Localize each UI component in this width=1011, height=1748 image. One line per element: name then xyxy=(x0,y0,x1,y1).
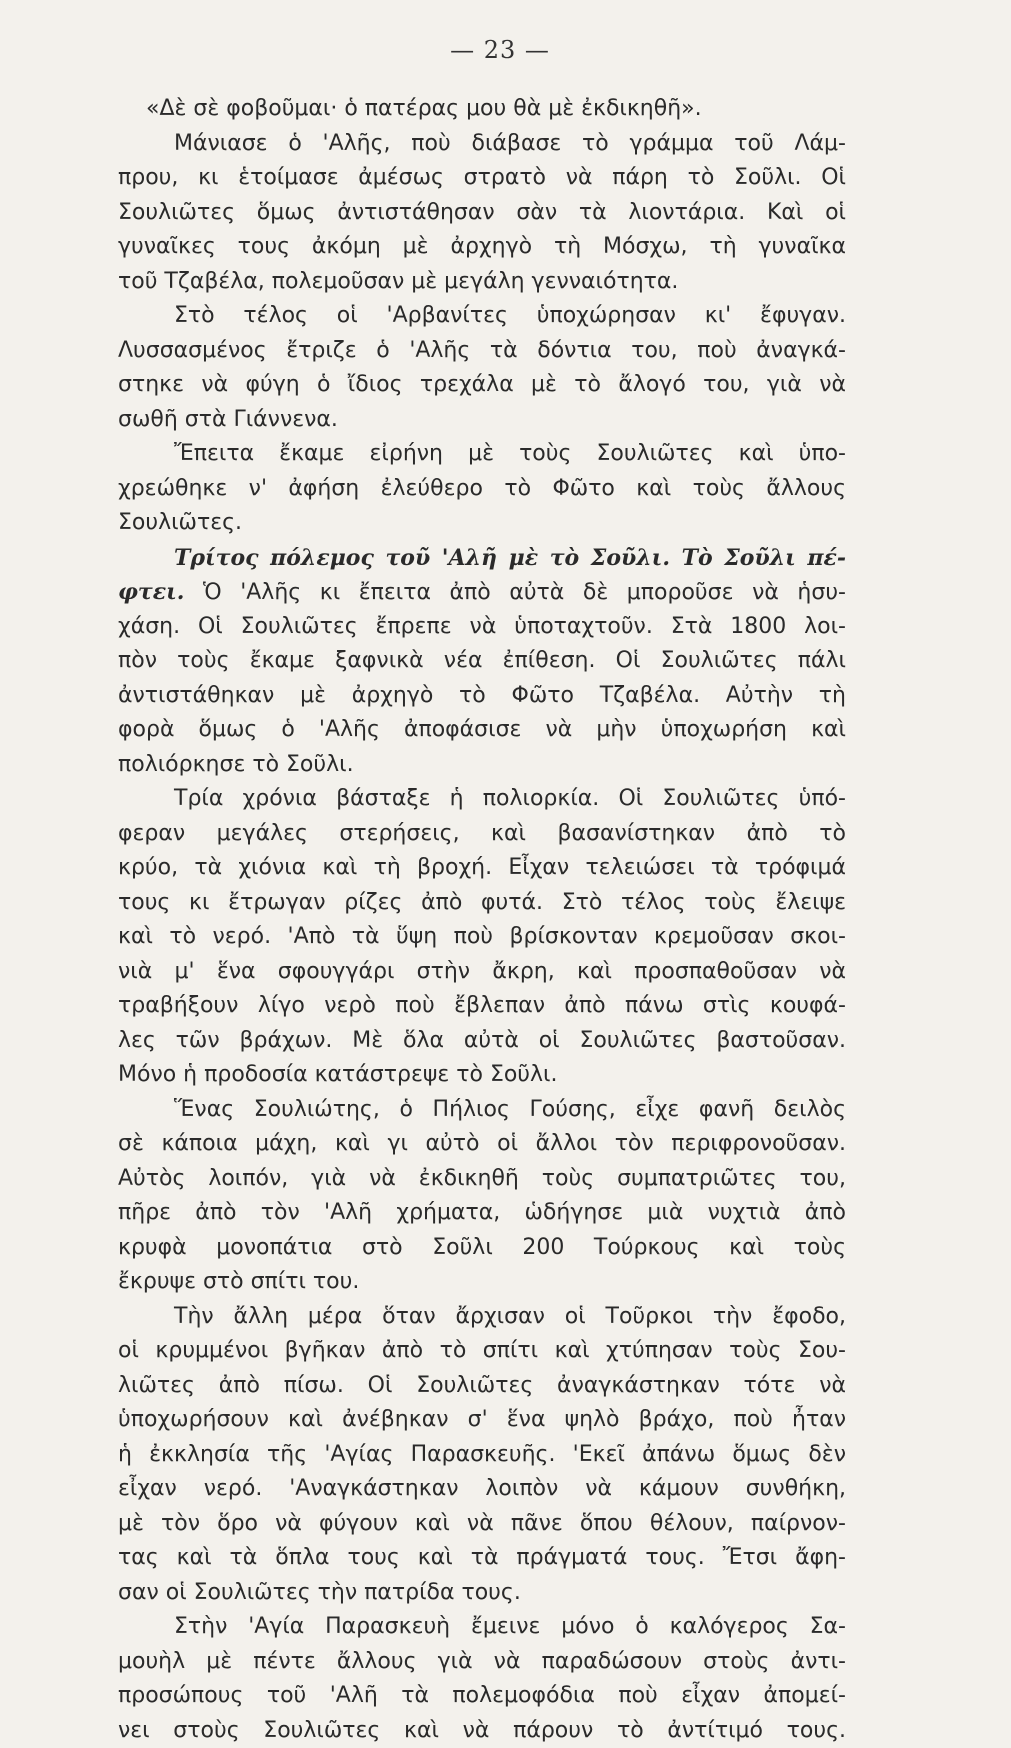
text-run: πὸν τοὺς ἔκαμε ξαφνικὰ νέα ἐπίθεση. Οἱ Σουλιῶτες πάλι xyxy=(118,648,846,673)
text-line xyxy=(118,575,846,610)
text-line xyxy=(118,748,846,783)
text-run: πολιόρκησε τὸ Σοῦλι. xyxy=(118,752,354,777)
text-line xyxy=(118,610,846,645)
text-run: «Δὲ σὲ φοβοῦμαι· ὁ πατέρας μου θὰ μὲ ἐκδικηθῆ». xyxy=(146,96,702,121)
text-run: Μάνιασε ὁ 'Αλῆς, ποὺ διάβασε τὸ γράμμα τοῦ Λάμ- xyxy=(174,131,846,156)
text-line xyxy=(118,1438,846,1473)
text-line xyxy=(118,851,846,886)
text-line xyxy=(118,1576,846,1611)
text-line xyxy=(118,1679,846,1714)
text-run: Λυσσασμένος ἔτριζε ὁ 'Αλῆς τὰ δόντια του, ποὺ ἀναγκά- xyxy=(118,338,846,363)
text-line xyxy=(118,196,846,231)
text-line xyxy=(118,1334,846,1369)
text-run: χρεώθηκε ν' ἀφήση ἐλεύθερο τὸ Φῶτο καὶ τοὺς ἄλλους xyxy=(118,476,846,501)
text-line xyxy=(118,265,846,300)
text-line xyxy=(118,403,846,438)
text-line xyxy=(118,1058,846,1093)
section-heading: φτει. xyxy=(118,579,184,605)
text-run: Τρία χρόνια βάσταξε ἡ πολιορκία. Οἱ Σουλιῶτες ὑπό- xyxy=(174,786,846,811)
text-line xyxy=(118,1610,846,1645)
text-line xyxy=(118,1265,846,1300)
text-line xyxy=(118,782,846,817)
text-line xyxy=(118,1403,846,1438)
text-run: τραβήξουν λίγο νερὸ ποὺ ἔβλεπαν ἀπὸ πάνω στὶς κουφά- xyxy=(118,993,846,1018)
text-run: μὲ τὸν ὅρο νὰ φύγουν καὶ νὰ πᾶνε ὅπου θέλουν, παίρνον- xyxy=(118,1511,846,1536)
text-line xyxy=(118,644,846,679)
text-run: στηκε νὰ φύγη ὁ ἴδιος τρεχάλα μὲ τὸ ἄλογό του, γιὰ νὰ xyxy=(118,372,846,397)
text-run: πρου, κι ἑτοίμασε ἀμέσως στρατὸ νὰ πάρη τὸ Σοῦλι. Οἱ xyxy=(118,165,846,190)
text-line xyxy=(118,127,846,162)
text-run: εἶχαν νερό. 'Αναγκάστηκαν λοιπὸν νὰ κάμουν συνθήκη, xyxy=(118,1476,846,1501)
text-run: τους κι ἔτρωγαν ρίζες ἀπὸ φυτά. Στὸ τέλος τοὺς ἔλειψε xyxy=(118,890,846,915)
text-run: μουὴλ μὲ πέντε ἄλλους γιὰ νὰ παραδώσουν στοὺς ἀντι- xyxy=(118,1649,846,1674)
text-line xyxy=(118,1300,846,1335)
page-number: — 23 — xyxy=(0,36,1000,64)
text-run: σωθῆ στὰ Γιάννενα. xyxy=(118,407,338,432)
text-run: ἡ ἐκκλησία τῆς 'Αγίας Παρασκευῆς. 'Εκεῖ ἀπάνω ὅμως δὲν xyxy=(118,1442,846,1467)
text-run: φορὰ ὅμως ὁ 'Αλῆς ἀποφάσισε νὰ μὴν ὑποχωρήση καὶ xyxy=(118,717,846,742)
text-line xyxy=(118,1127,846,1162)
text-run: φεραν μεγάλες στερήσεις, καὶ βασανίστηκαν ἀπὸ τὸ xyxy=(118,821,846,846)
text-line xyxy=(118,92,846,127)
text-run: Σουλιῶτες. xyxy=(118,510,242,535)
text-run: σὲ κάποια μάχη, καὶ γι αὐτὸ οἱ ἄλλοι τὸν περιφρονοῦσαν. xyxy=(118,1131,846,1156)
text-run: πῆρε ἀπὸ τὸν 'Αλῆ χρήματα, ὡδήγησε μιὰ νυχτιὰ ἀπὸ xyxy=(118,1200,846,1225)
text-line xyxy=(118,679,846,714)
text-line xyxy=(118,955,846,990)
text-line xyxy=(118,1162,846,1197)
text-run: ἀντιστάθηκαν μὲ ἀρχηγὸ τὸ Φῶτο Τζαβέλα. Αὐτὴν τὴ xyxy=(118,683,846,708)
text-line xyxy=(118,1369,846,1404)
text-line xyxy=(118,989,846,1024)
text-line xyxy=(118,230,846,265)
text-line xyxy=(118,817,846,852)
text-line xyxy=(118,1645,846,1680)
text-line xyxy=(118,1024,846,1059)
text-line xyxy=(118,1472,846,1507)
text-run: καὶ τὸ νερό. 'Απὸ τὰ ὕψη ποὺ βρίσκονταν κρεμοῦσαν σκοι- xyxy=(118,924,846,949)
text-run: νει στοὺς Σουλιῶτες καὶ νὰ πάρουν τὸ ἀντίτιμό τους. xyxy=(118,1718,846,1743)
text-run: τοῦ Τζαβέλα, πολεμοῦσαν μὲ μεγάλη γενναιότητα. xyxy=(118,269,678,294)
text-run: σαν οἱ Σουλιῶτες τὴν πατρίδα τους. xyxy=(118,1580,521,1605)
text-run: Τὴν ἄλλη μέρα ὅταν ἄρχισαν οἱ Τοῦρκοι τὴν ἔφοδο, xyxy=(174,1304,846,1329)
text-run: Αὐτὸς λοιπόν, γιὰ νὰ ἐκδικηθῆ τοὺς συμπατριῶτες του, xyxy=(118,1166,846,1191)
text-run: νιὰ μ' ἕνα σφουγγάρι στὴν ἄκρη, καὶ προσπαθοῦσαν νὰ xyxy=(118,959,846,984)
text-line xyxy=(118,1541,846,1576)
text-line xyxy=(118,1231,846,1266)
text-run: Μόνο ἡ προδοσία κατάστρεψε τὸ Σοῦλι. xyxy=(118,1062,558,1087)
text-run: Ὁ 'Αλῆς κι ἔπειτα ἀπὸ αὐτὰ δὲ μποροῦσε νὰ ἡσυ- xyxy=(184,580,846,605)
text-run: Σουλιῶτες ὅμως ἀντιστάθησαν σὰν τὰ λιοντάρια. Καὶ οἱ xyxy=(118,200,846,225)
text-line xyxy=(118,472,846,507)
text-line xyxy=(118,368,846,403)
text-run: προσώπους τοῦ 'Αλῆ τὰ πολεμοφόδια ποὺ εἶχαν ἀπομεί- xyxy=(118,1683,846,1708)
text-run: τας καὶ τὰ ὅπλα τους καὶ τὰ πράγματά τους. Ἔτσι ἄφη- xyxy=(118,1545,846,1570)
text-run: χάση. Οἱ Σουλιῶτες ἔπρεπε νὰ ὑποταχτοῦν. Στὰ 1800 λοι- xyxy=(118,614,846,639)
text-line xyxy=(118,299,846,334)
text-run: γυναῖκες τους ἀκόμη μὲ ἀρχηγὸ τὴ Μόσχω, τὴ γυναῖκα xyxy=(118,234,846,259)
text-line xyxy=(118,541,846,576)
text-run: λες τῶν βράχων. Μὲ ὅλα αὐτὰ οἱ Σουλιῶτες βαστοῦσαν. xyxy=(118,1028,846,1053)
text-run: ἔκρυψε στὸ σπίτι του. xyxy=(118,1269,359,1294)
text-line xyxy=(118,1093,846,1128)
text-run: Στὸ τέλος οἱ 'Αρβανίτες ὑποχώρησαν κι' ἔφυγαν. xyxy=(174,303,846,328)
text-line xyxy=(118,886,846,921)
text-line xyxy=(118,713,846,748)
text-run: λιῶτες ἀπὸ πίσω. Οἱ Σουλιῶτες ἀναγκάστηκαν τότε νὰ xyxy=(118,1373,846,1398)
text-line xyxy=(118,506,846,541)
text-run: κρύο, τὰ χιόνια καὶ τὴ βροχή. Εἶχαν τελειώσει τὰ τρόφιμά xyxy=(118,855,846,880)
text-run: οἱ κρυμμένοι βγῆκαν ἀπὸ τὸ σπίτι καὶ χτύπησαν τοὺς Σου- xyxy=(118,1338,846,1363)
text-run: ὑποχωρήσουν καὶ ἀνέβηκαν σ' ἕνα ψηλὸ βράχο, ποὺ ἦταν xyxy=(118,1407,846,1432)
text-line xyxy=(118,1507,846,1542)
text-run: Ἔπειτα ἔκαμε εἰρήνη μὲ τοὺς Σουλιῶτες καὶ ὑπο- xyxy=(174,441,846,466)
section-heading: Τρίτος πόλεμος τοῦ 'Αλῆ μὲ τὸ Σοῦλι. Τὸ Σοῦλι πέ- xyxy=(174,545,846,571)
text-run: Στὴν 'Αγία Παρασκευὴ ἔμεινε μόνο ὁ καλόγερος Σα- xyxy=(174,1614,846,1639)
text-line xyxy=(118,161,846,196)
text-line xyxy=(118,437,846,472)
text-line xyxy=(118,334,846,369)
text-run: κρυφὰ μονοπάτια στὸ Σοῦλι 200 Τούρκους καὶ τοὺς xyxy=(118,1235,846,1260)
text-run: Ἕνας Σουλιώτης, ὁ Πήλιος Γούσης, εἶχε φανῆ δειλὸς xyxy=(174,1097,846,1122)
text-line xyxy=(118,920,846,955)
text-line xyxy=(118,1714,846,1748)
text-line xyxy=(118,1196,846,1231)
